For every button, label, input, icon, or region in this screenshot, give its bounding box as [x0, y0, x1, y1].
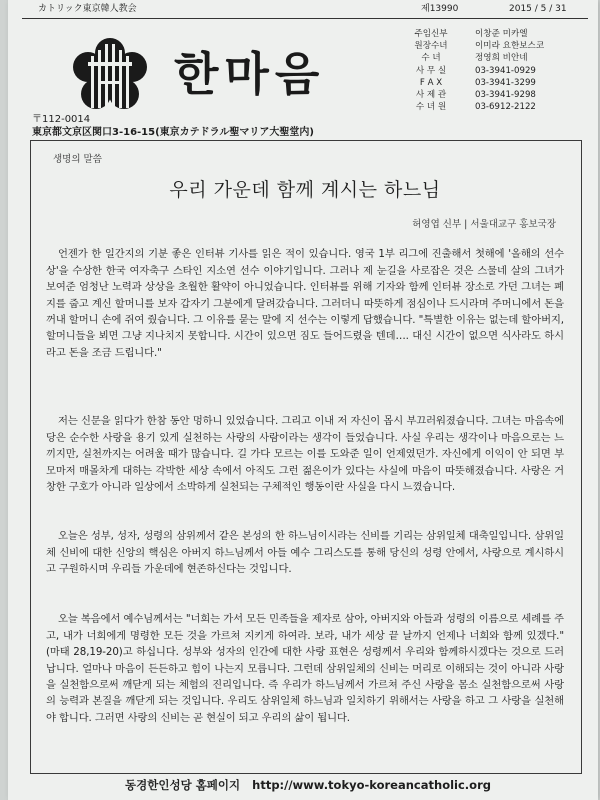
contact-value: 03-6912-2122: [475, 102, 536, 113]
contact-value: 정영희 비안네: [475, 53, 528, 64]
street-address: 東京都文京区関口3-16-15(東京カテドラル聖マリア大聖堂内): [32, 127, 314, 138]
contact-row-office: [403, 65, 600, 77]
bulletin-page: [8, 0, 598, 800]
postal-code: 〒112-0014: [32, 114, 91, 125]
article-paragraph: 언젠가 한 일간지의 기분 좋은 인터뷰 기사를 읽은 적이 있습니다. 영국 1부 리그에 진출해서 첫해에 '올해의 선수상'을 수상한 한국 여자축구 스타인 지소연 선수 이야기입니다. 그러나 제 눈길을 사로잡은 것은 스물네 살의 그녀가 보여준 엄청난 노력과 상상을 초월한 활약이 아니었습니다. 인터뷰를 위해 기자와 함께 인터뷰 장소로 가던 그녀는 폐지를 줍고 계신 할머니를 보자 갑자기 그분에게 달려갔습니다. 그러더니 따뜻하게 점심이나 드시라며 주머니에서 돈을 꺼내 할머니 손에 쥐여 줬습니다. 그 이유를 묻는 말에 지 선수는 이렇게 답했습니다. "특별한 이유는 없는데 할아버지, 할머니들을 뵈면 그냥 지나치지 못합니다. 시간이 있으면 짐도 들어드렸을 텐데…. 대신 시간이 없으면 식사라도 하시라고 돈을 조금 드립니다.": [46, 248, 564, 359]
header-bar: [22, 0, 588, 19]
homepage-footer: [8, 777, 600, 793]
contact-label: F A X: [419, 77, 443, 88]
article-paragraph: 저는 신문을 읽다가 한참 동안 멍하니 있었습니다. 그리고 이내 저 자신이 몹시 부끄러워졌습니다. 그녀는 마음속에 당은 순수한 사랑을 용기 있게 실천하는 사랑의 사람이라는 생각이 들었습니다. 사실 우리는 생각이나 마음으로는 느끼지만, 실천까지는 어려울 때가 많습니다. 길 가다 모르는 이를 도와준 일이 언제였던가. 자신에게 이익이 안 되면 부모마저 매몰차게 대하는 각박한 세상 속에서 아직도 그런 젊은이가 있다는 사실에 마음이 따뜻해졌습니다. 사랑은 거창한 구호가 아니라 일상에서 소박하게 실천되는 구체적인 행동이란 사실을 다시 느꼈습니다.: [46, 415, 564, 493]
contact-value: 03-3941-9298: [475, 89, 536, 100]
article-byline: 허영엽 신부 | 서울대교구 홍보국장: [412, 219, 556, 230]
article-title: 우리 가운데 함께 계시는 하느님: [169, 179, 441, 201]
contact-label: 주임신부: [414, 29, 448, 39]
contact-list: [403, 28, 600, 113]
section-label: 생명의 말씀: [53, 154, 102, 165]
contact-value: 이창준 미카엘: [475, 29, 528, 39]
contact-value: 이미라 요한보스코: [475, 41, 545, 52]
contact-label: 수 녀: [421, 53, 441, 64]
contact-label: 원장수녀: [414, 41, 448, 52]
contact-label: 수 녀 원: [415, 102, 447, 113]
contact-row-convent: [403, 101, 600, 113]
church-logo-icon: [60, 26, 160, 126]
church-name: カトリック東京韓人教会: [38, 4, 137, 14]
bulletin-title: 한마음: [174, 47, 326, 101]
footer-label: 동경한인성당 홈페이지: [125, 778, 241, 792]
contact-row-rectory: [403, 89, 600, 101]
article-paragraph: 오늘 복음에서 예수님께서는 "너희는 가서 모든 민족들을 제자로 삼아, 아버지와 아들과 성령의 이름으로 세례를 주고, 내가 너희에게 명령한 모든 것을 가르쳐 지키게 하여라. 보라, 내가 세상 끝 날까지 언제나 너희와 함께 있겠다."(마태 28,19-20)고 하십니다. 성부와 성자의 인간에 대한 사랑 표현은 성령께서 우리와 함께하시겠다는 것으로 드러납니다. 얼마나 마음이 든든하고 힘이 나는지 모릅니다. 그런데 삼위일체의 신비는 머리로 이해되는 것이 아니라 사랑을 실천함으로써 깨닫게 되는 체험의 진리입니다. 즉 우리가 하느님께서 가르쳐 주신 사랑을 몸소 실천함으로써 사랑의 능력과 본질을 깨닫게 되는 것입니다. 우리도 삼위일체 하느님과 일치하기 위해서는 사랑을 하고 그 사랑을 실천해야 합니다. 그러면 사랑의 신비는 곧 현실이 되고 우리의 삶이 됩니다.: [46, 613, 564, 724]
contact-value: 03-3941-3299: [475, 77, 536, 88]
footer-url[interactable]: http://www.tokyo-koreancatholic.org: [252, 778, 491, 792]
article-paragraph: 오늘은 성부, 성자, 성령의 삼위께서 같은 본성의 한 하느님이시라는 신비를 기리는 삼위일체 대축일입니다. 삼위일체 신비에 대한 신앙의 핵심은 아버지 하느님께서 아들 예수 그리스도를 통해 당신의 성령 안에서, 사랑으로 계시하시고 구원하시며 우리들 가운데에 현존하신다는 것입니다.: [46, 530, 564, 576]
contact-label: 사 무 실: [415, 65, 447, 76]
contact-value: 03-3941-0929: [475, 65, 536, 76]
issue-date: 2015 / 5 / 31: [509, 4, 567, 14]
address-block: [32, 113, 314, 139]
issue-number: 제13990: [421, 4, 459, 14]
contact-row-fax: [403, 77, 600, 89]
contact-row-sister: [403, 52, 600, 64]
contact-row-pastor: [403, 28, 600, 40]
contact-label: 사 제 관: [415, 89, 447, 100]
contact-row-superior: [403, 40, 600, 52]
